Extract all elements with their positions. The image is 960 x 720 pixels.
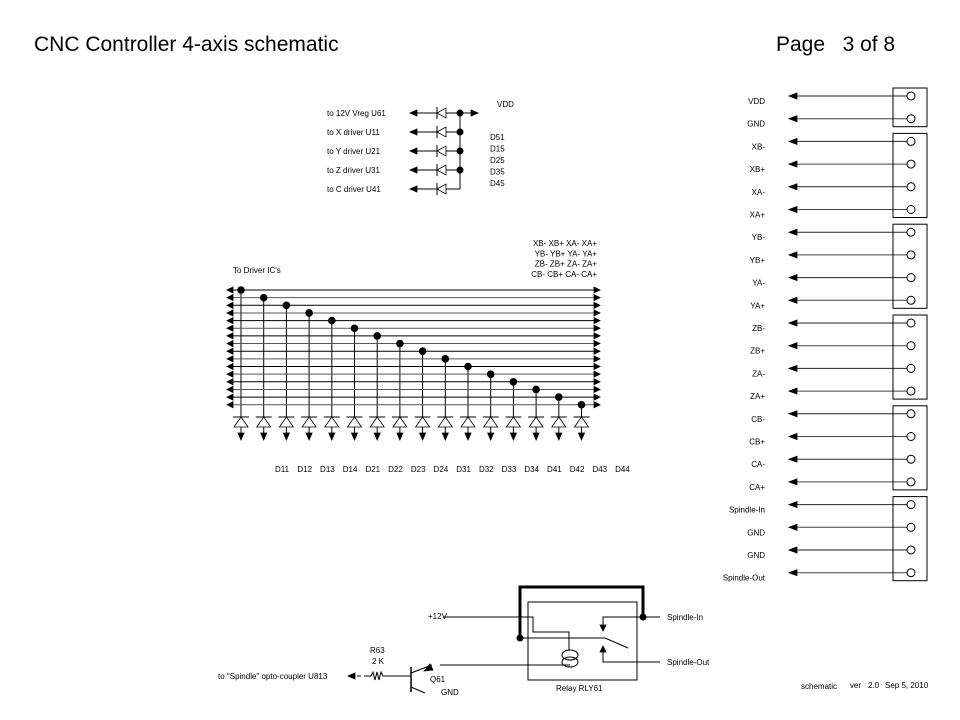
diode-label: D31 — [456, 465, 471, 474]
diode-label: D24 — [433, 465, 449, 474]
page-label: Page — [776, 33, 826, 56]
driver-bus-section — [227, 239, 630, 474]
diode-symbol — [461, 417, 475, 427]
pin-label: VDD — [748, 97, 765, 106]
diode-symbol — [257, 417, 271, 427]
arrow-left-icon — [789, 252, 797, 258]
terminal-block — [893, 224, 927, 308]
terminal-screw-icon — [907, 251, 915, 259]
diode-label: D23 — [410, 465, 426, 474]
arrow-right-icon — [594, 348, 600, 354]
diode-label: D45 — [490, 179, 505, 188]
arrow-right-icon — [594, 371, 600, 377]
arrow-down-icon — [261, 433, 267, 440]
diode-symbol — [437, 127, 446, 137]
arrow-left-icon — [227, 295, 233, 301]
arrow-down-icon — [488, 433, 494, 440]
arrow-left-icon — [227, 379, 233, 385]
switch-contact — [605, 638, 628, 648]
pin-label: CB+ — [749, 437, 765, 447]
pin-label: ZA+ — [750, 392, 765, 402]
spindle-out-label: Spindle-Out — [667, 658, 710, 667]
spindle-relay-section — [218, 587, 710, 697]
output-label: to Y driver U21 — [327, 147, 381, 156]
arrow-left-icon — [789, 297, 797, 303]
arrow-right-icon — [594, 310, 600, 316]
diode-symbol — [506, 417, 520, 427]
arrow-right-icon — [594, 325, 600, 331]
diode-label: D13 — [320, 465, 335, 474]
arrow-right-icon — [594, 287, 600, 293]
terminal-screw-icon — [907, 115, 915, 123]
arrow-left-icon — [789, 479, 797, 485]
arrow-left-icon — [227, 302, 233, 308]
arrow-left-icon — [410, 110, 417, 116]
terminal-screw-icon — [907, 478, 915, 486]
arrow-left-icon — [227, 341, 233, 347]
arrow-left-icon — [789, 116, 797, 122]
arrow-left-icon — [789, 547, 797, 553]
arrow-right-icon — [594, 333, 600, 339]
wire — [603, 617, 660, 625]
terminal-screw-icon — [907, 455, 915, 463]
relay-box — [528, 602, 637, 680]
pin-label: CA- — [751, 460, 765, 470]
output-label: to X driver U11 — [327, 128, 380, 137]
terminal-screw-icon — [907, 274, 915, 282]
diode-symbol — [234, 417, 248, 427]
terminal-screw-icon — [907, 228, 915, 236]
arrow-left-icon — [227, 310, 233, 316]
diode-label: D21 — [365, 465, 381, 474]
arrow-left-icon — [227, 386, 233, 392]
arrow-down-icon — [283, 433, 289, 440]
spindle-in-label: Spindle-In — [667, 613, 704, 622]
pin-label: XA+ — [749, 210, 765, 220]
arrow-up-icon — [600, 646, 606, 652]
diode-label: D42 — [569, 465, 585, 474]
diode-label: D33 — [501, 465, 517, 474]
bus-left-label: To Driver IC's — [233, 266, 281, 275]
arrow-left-icon — [789, 365, 797, 371]
version: 2.0 — [868, 681, 880, 690]
terminal-screw-icon — [907, 569, 915, 577]
pin-label: GND — [747, 528, 765, 538]
diode-label: D15 — [490, 144, 505, 154]
terminal-screw-icon — [907, 433, 915, 441]
terminal-block — [893, 315, 927, 399]
footer — [801, 681, 929, 691]
diode-label: D12 — [297, 465, 313, 474]
terminal-screw-icon — [907, 296, 915, 304]
transistor-collector — [411, 687, 425, 693]
arrow-left-icon — [227, 371, 233, 377]
terminal-screw-icon — [907, 501, 915, 509]
terminal-screw-icon — [907, 387, 915, 395]
arrow-left-icon — [410, 129, 417, 135]
pin-label: GND — [747, 119, 765, 129]
pin-label: CA+ — [749, 482, 765, 492]
diode-symbol — [437, 165, 446, 175]
pin-label: XB- — [751, 142, 765, 152]
arrow-left-icon — [789, 229, 797, 235]
diode-label: D34 — [524, 465, 540, 474]
arrow-left-icon — [227, 348, 233, 354]
diode-symbol — [438, 417, 452, 427]
diode-label: D22 — [388, 465, 403, 474]
arrow-left-icon — [789, 184, 797, 190]
output-label: to Z driver U31 — [327, 166, 380, 175]
diode-symbol — [348, 417, 362, 427]
diode-symbol — [416, 417, 430, 427]
arrow-left-icon — [227, 402, 233, 408]
arrow-right-icon — [594, 379, 600, 385]
arrow-left-icon — [227, 287, 233, 293]
arrow-down-icon — [442, 433, 448, 440]
diode-label: D35 — [490, 167, 505, 177]
diode-symbol — [552, 417, 566, 427]
arrow-left-icon — [227, 364, 233, 370]
supply-label: +12V — [428, 612, 447, 621]
input-label: to "Spindle" opto-coupler U813 — [218, 672, 328, 681]
resistor-label: R63 — [370, 646, 385, 655]
pin-label: YA+ — [750, 301, 765, 311]
arrow-left-icon — [410, 167, 417, 173]
relay-label: Relay RLY61 — [556, 684, 603, 693]
pin-label: YB+ — [749, 255, 765, 265]
diode-symbol — [484, 417, 498, 427]
diode-symbol — [325, 417, 339, 427]
schematic-title: CNC Controller 4-axis schematic — [34, 33, 339, 56]
resistor-icon — [364, 672, 411, 680]
arrow-left-icon — [410, 186, 417, 192]
arrow-down-icon — [352, 433, 358, 440]
arrow-down-icon — [329, 433, 335, 440]
pin-label: XA- — [751, 187, 765, 197]
signal-group-label: YB- YB+ YA- YA+ — [534, 249, 597, 259]
terminal-screw-icon — [907, 319, 915, 327]
diode-symbol — [437, 184, 446, 194]
terminal-block — [893, 497, 927, 581]
vdd-diode-section — [327, 100, 514, 195]
connector-section — [723, 88, 927, 583]
arrow-right-icon — [594, 341, 600, 347]
page-number: 3 of 8 — [842, 33, 896, 56]
pin-label: Spindle-Out — [722, 573, 765, 583]
diode-symbol — [529, 417, 543, 427]
arrow-left-icon — [227, 325, 233, 331]
arrow-right-icon — [594, 402, 600, 408]
signal-group-label: ZB- ZB+ ZA- ZA+ — [534, 259, 597, 269]
diode-label: D32 — [478, 465, 494, 474]
terminal-screw-icon — [907, 364, 915, 372]
arrow-left-icon — [789, 411, 797, 417]
arrow-left-icon — [227, 394, 233, 400]
diode-label: D44 — [615, 465, 630, 474]
ver-label: ver — [850, 681, 862, 690]
diode-symbol — [437, 146, 446, 156]
arrow-left-icon — [789, 343, 797, 349]
pin-label: ZA- — [752, 369, 765, 379]
arrow-down-icon — [420, 433, 426, 440]
arrow-right-icon — [594, 302, 600, 308]
date: Sep 5, 2010 — [885, 681, 929, 690]
transistor-label: Q61 — [430, 675, 446, 684]
diode-symbol — [302, 417, 316, 427]
vdd-label: VDD — [497, 100, 514, 109]
diode-label: D41 — [547, 465, 562, 474]
diode-symbol — [393, 417, 407, 427]
arrow-right-icon — [594, 394, 600, 400]
pin-label: XB+ — [749, 165, 765, 175]
pin-label: ZB+ — [750, 346, 765, 356]
arrow-down-icon — [556, 433, 562, 440]
diode-label: D11 — [274, 465, 290, 474]
arrow-left-icon — [789, 570, 797, 576]
arrow-left-icon — [789, 524, 797, 530]
doc-label: schematic — [801, 682, 838, 691]
arrow-left-icon — [348, 673, 355, 679]
terminal-screw-icon — [907, 137, 915, 145]
arrow-left-icon — [789, 207, 797, 213]
wire — [443, 617, 569, 650]
terminal-screw-icon — [907, 523, 915, 531]
arrow-right-icon — [594, 295, 600, 301]
output-label: to 12V Vreg U61 — [327, 109, 386, 118]
arrow-left-icon — [789, 434, 797, 440]
terminal-block — [893, 133, 927, 217]
arrow-down-icon — [533, 433, 539, 440]
arrow-right-icon — [594, 364, 600, 370]
terminal-screw-icon — [907, 342, 915, 350]
pin-label: YA- — [752, 278, 765, 288]
diode-label: D43 — [592, 465, 608, 474]
terminal-block — [893, 406, 927, 490]
arrow-left-icon — [227, 318, 233, 324]
diode-symbol — [575, 417, 589, 427]
output-label: to C driver U41 — [327, 185, 381, 194]
arrow-right-icon — [594, 356, 600, 362]
diode-label: D51 — [490, 133, 505, 142]
arrow-down-icon — [600, 625, 606, 631]
arrow-left-icon — [789, 93, 797, 99]
arrow-down-icon — [374, 433, 380, 440]
thick-wire — [520, 587, 643, 638]
arrow-right-icon — [594, 386, 600, 392]
terminal-screw-icon — [907, 92, 915, 100]
arrow-right-icon — [471, 110, 478, 116]
arrow-left-icon — [789, 456, 797, 462]
diode-symbol — [437, 108, 446, 118]
signal-group-label: CB- CB+ CA- CA+ — [531, 269, 597, 279]
terminal-screw-icon — [907, 410, 915, 418]
arrow-down-icon — [238, 433, 244, 440]
pin-label: YB- — [751, 233, 765, 243]
arrow-right-icon — [594, 318, 600, 324]
terminal-screw-icon — [907, 160, 915, 168]
arrow-left-icon — [789, 388, 797, 394]
arrow-left-icon — [789, 320, 797, 326]
arrow-down-icon — [510, 433, 516, 440]
arrow-left-icon — [410, 148, 417, 154]
arrow-down-icon — [306, 433, 312, 440]
pin-label: Spindle-In — [728, 505, 765, 515]
terminal-screw-icon — [907, 183, 915, 191]
signal-group-label: XB- XB+ XA- XA+ — [532, 239, 597, 248]
arrow-down-icon — [397, 433, 403, 440]
wire — [603, 652, 660, 662]
arrow-down-icon — [465, 433, 471, 440]
terminal-screw-icon — [907, 206, 915, 214]
pin-label: GND — [747, 551, 765, 560]
resistor-value: 2 K — [372, 657, 385, 666]
arrow-down-icon — [579, 433, 585, 440]
diode-symbol — [370, 417, 384, 427]
arrow-left-icon — [789, 502, 797, 508]
diode-label: D14 — [342, 465, 358, 474]
diode-symbol — [279, 417, 293, 427]
arrow-left-icon — [789, 275, 797, 281]
pin-label: ZB- — [752, 324, 765, 333]
pin-label: CB- — [751, 414, 765, 424]
arrow-left-icon — [789, 138, 797, 144]
gnd-label: GND — [441, 688, 459, 697]
arrow-left-icon — [227, 333, 233, 339]
arrow-left-icon — [789, 161, 797, 167]
terminal-screw-icon — [907, 546, 915, 554]
diode-label: D25 — [490, 156, 505, 165]
arrow-left-icon — [227, 356, 233, 362]
